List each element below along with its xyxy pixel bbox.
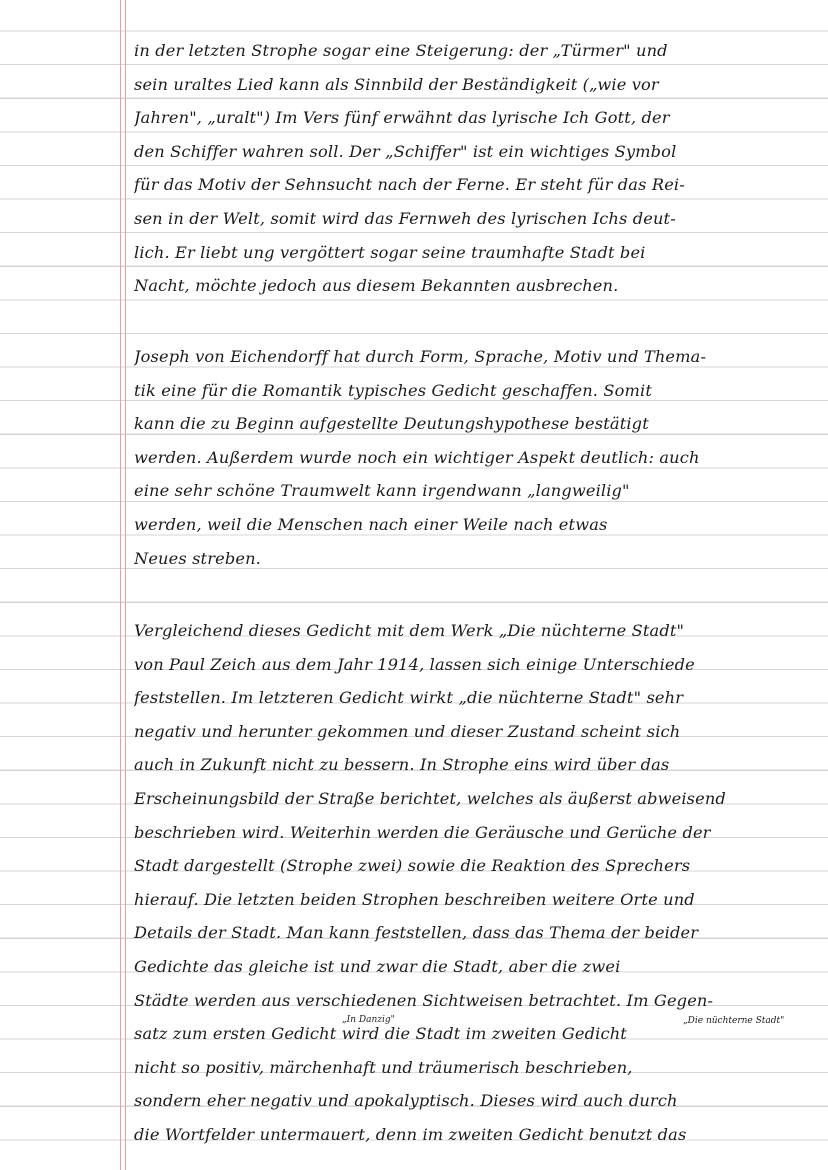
text-line: negativ und herunter gekommen und dieser Zustand scheint sich: [134, 721, 681, 741]
text-line: eine sehr schöne Traumwelt kann irgendwann „langweilig": [134, 481, 630, 501]
paragraph-1: [134, 34, 824, 303]
text-line: für das Motiv der Sehnsucht nach der Ferne. Er steht für das Rei-: [134, 175, 685, 195]
annotation-second-poem: „Die nüchterne Stadt": [683, 1016, 785, 1026]
text-line: werden. Außerdem wurde noch ein wichtiger Aspekt deutlich: auch: [134, 447, 700, 467]
text-line: Details der Stadt. Man kann feststellen, dass das Thema der beider: [134, 923, 699, 943]
text-line: tik eine für die Romantik typisches Gedicht geschaffen. Somit: [134, 380, 653, 400]
text-line: Gedichte das gleiche ist und zwar die Stadt, aber die zwei: [134, 956, 621, 976]
text-line: satz zum ersten Gedicht wird die Stadt im zweiten Gedicht: [134, 1024, 627, 1044]
text-line: werden, weil die Menschen nach einer Weile nach etwas: [134, 514, 608, 534]
text-line: den Schiffer wahren soll. Der „Schiffer" ist ein wichtiges Symbol: [134, 141, 677, 161]
margin-line-right: [125, 0, 126, 1170]
text-line: auch in Zukunft nicht zu bessern. In Strophe eins wird über das: [134, 755, 670, 775]
text-line: die Wortfelder untermauert, denn im zweiten Gedicht benutzt das: [134, 1124, 687, 1144]
paragraph-3: [134, 614, 824, 1152]
text-line: lich. Er liebt ung vergöttert sogar seine traumhafte Stadt bei: [134, 242, 646, 262]
text-line: Stadt dargestellt (Strophe zwei) sowie die Reaktion des Sprechers: [134, 856, 691, 876]
text-line: Jahren", „uralt") Im Vers fünf erwähnt das lyrische Ich Gott, der: [134, 108, 670, 128]
annotation-first-poem: „In Danzig": [342, 1015, 395, 1025]
text-line: sen in der Welt, somit wird das Fernweh des lyrischen Ichs deut-: [134, 208, 676, 228]
text-line: nicht so positiv, märchenhaft und träumerisch beschrieben,: [134, 1057, 633, 1077]
text-line: Joseph von Eichendorff hat durch Form, Sprache, Motiv und Thema-: [134, 347, 707, 366]
text-line: Neues streben.: [134, 548, 261, 568]
text-line: beschrieben wird. Weiterhin werden die Geräusche und Gerüche der: [134, 822, 711, 842]
text-line: von Paul Zeich aus dem Jahr 1914, lassen sich einige Unterschiede: [134, 654, 695, 674]
paragraph-2: [134, 340, 824, 575]
text-line: feststellen. Im letzteren Gedicht wirkt „die nüchterne Stadt" sehr: [134, 688, 684, 708]
text-line: Nacht, möchte jedoch aus diesem Bekannten ausbrechen.: [134, 276, 619, 296]
text-line: kann die zu Beginn aufgestellte Deutungshypothese bestätigt: [134, 414, 649, 434]
text-line: in der letzten Strophe sogar eine Steigerung: der „Türmer" und: [134, 41, 668, 60]
margin-line-left: [120, 0, 121, 1170]
text-line: sondern eher negativ und apokalyptisch. Dieses wird auch durch: [134, 1091, 678, 1111]
text-line: hierauf. Die letzten beiden Strophen beschreiben weitere Orte und: [134, 889, 695, 909]
text-line: sein uraltes Lied kann als Sinnbild der Beständigkeit („wie vor: [134, 74, 659, 94]
text-line: Städte werden aus verschiedenen Sichtweisen betrachtet. Im Gegen-: [134, 990, 714, 1010]
text-line: Erscheinungsbild der Straße berichtet, welches als äußerst abweisend: [134, 788, 726, 808]
text-line: Vergleichend dieses Gedicht mit dem Werk „Die nüchterne Stadt": [134, 621, 685, 640]
